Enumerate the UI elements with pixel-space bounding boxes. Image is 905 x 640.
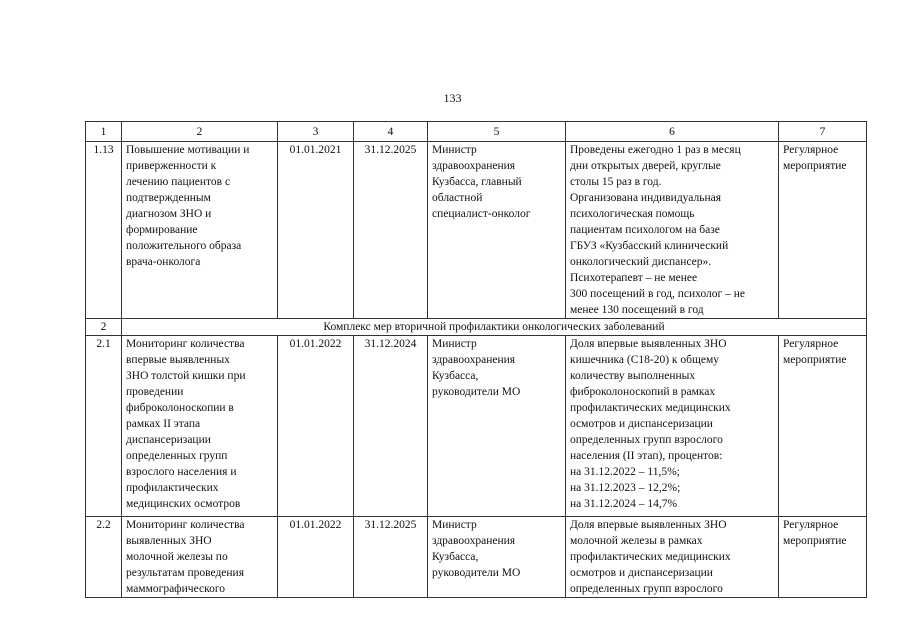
section-title: Комплекс мер вторичной профилактики онкологических заболеваний [122,319,867,336]
section-row [86,319,867,336]
cell-line: Министр [432,144,477,156]
cell-line: проведении [126,386,184,398]
section-number: 2 [86,319,122,336]
cell-line: на 31.12.2022 – 11,5%; [570,466,680,478]
cell-line: профилактических медицинских [570,402,731,414]
header-cell: 3 [278,122,354,142]
cell-line: на 31.12.2023 – 12,2%; [570,482,681,494]
cell-line: здравоохранения [432,354,516,366]
start-date: 01.01.2022 [278,336,354,517]
cell-line: Кузбасса, [432,551,479,563]
cell-line: Психотерапевт – не менее [570,272,698,284]
cell-line: диагнозом ЗНО и [126,208,212,220]
cell-line: подтвержденным [126,192,211,204]
measure-cell [122,336,278,517]
cell-line: Регулярное [783,144,839,156]
end-date: 31.12.2025 [354,517,428,598]
cell-line: столы 15 раз в год. [570,176,662,188]
responsible-cell [428,517,566,598]
cell-line: Кузбасса, [432,370,479,382]
cell-line: специалист-онколог [432,208,531,220]
cell-line: Министр [432,519,477,531]
cell-line: кишечника (С18-20) к общему [570,354,719,366]
cell-line: Регулярное [783,338,839,350]
header-cell: 7 [779,122,867,142]
end-date: 31.12.2025 [354,142,428,319]
cell-line: количеству выполненных [570,370,696,382]
cell-line: пациентам психологом на базе [570,224,720,236]
cell-line: психологическая помощь [570,208,695,220]
cell-line: населения (II этап), процентов: [570,450,723,462]
cell-line: определенных групп взрослого [570,583,723,595]
plan-table [85,121,867,598]
cell-line: впервые выявленных [126,354,230,366]
cell-line: диспансеризации [126,434,211,446]
row-number: 2.2 [86,517,122,598]
cell-line: фиброколоноскопий в рамках [570,386,716,398]
cell-line: ЗНО толстой кишки при [126,370,246,382]
cell-line: формирование [126,224,198,236]
row-number: 1.13 [86,142,122,319]
cell-line: молочной железы по [126,551,228,563]
header-cell: 1 [86,122,122,142]
cell-line: дни открытых дверей, круглые [570,160,721,172]
cell-line: Доля впервые выявленных ЗНО [570,338,727,350]
header-cell: 5 [428,122,566,142]
start-date: 01.01.2021 [278,142,354,319]
table-row [86,517,867,598]
cell-line: Кузбасса, главный [432,176,522,188]
cell-line: маммографического [126,583,225,595]
cell-line: Министр [432,338,477,350]
header-cell: 4 [354,122,428,142]
start-date: 01.01.2022 [278,517,354,598]
result-cell [566,142,779,319]
end-date: 31.12.2024 [354,336,428,517]
cell-line: фиброколоноскопии в [126,402,234,414]
cell-line: Организована индивидуальная [570,192,722,204]
cell-line: лечению пациентов с [126,176,231,188]
result-cell [566,336,779,517]
cell-line: выявленных ЗНО [126,535,212,547]
cell-line: областной [432,192,483,204]
responsible-cell [428,336,566,517]
cell-line: взрослого населения и [126,466,237,478]
cell-line: результатам проведения [126,567,245,579]
cell-line: здравоохранения [432,160,516,172]
table-row [86,142,867,319]
cell-line: профилактических медицинских [570,551,731,563]
cell-line: молочной железы в рамках [570,535,703,547]
cell-line: Мониторинг количества [126,338,245,350]
page-number: 133 [443,91,462,105]
cell-line: 300 посещений в год, психолог – не [570,288,746,300]
cell-line: руководители МО [432,386,521,398]
cell-line: медицинских осмотров [126,498,241,510]
cell-line: на 31.12.2024 – 14,7% [570,498,678,510]
cell-line: Доля впервые выявленных ЗНО [570,519,727,531]
cell-line: Регулярное [783,519,839,531]
type-cell [779,336,867,517]
cell-line: Проведены ежегодно 1 раз в месяц [570,144,741,156]
cell-line: Мониторинг количества [126,519,245,531]
header-cell: 6 [566,122,779,142]
cell-line: Повышение мотивации и [126,144,250,156]
cell-line: осмотров и диспансеризации [570,567,713,579]
responsible-cell [428,142,566,319]
cell-line: здравоохранения [432,535,516,547]
cell-line: приверженности к [126,160,217,172]
cell-line: определенных групп [126,450,228,462]
type-cell [779,142,867,319]
header-cell: 2 [122,122,278,142]
cell-line: осмотров и диспансеризации [570,418,713,430]
header-row [86,122,867,142]
row-number: 2.1 [86,336,122,517]
cell-line: ГБУЗ «Кузбасский клинический [570,240,729,252]
cell-line: определенных групп взрослого [570,434,723,446]
cell-line: руководители МО [432,567,521,579]
cell-line: менее 130 посещений в год [570,304,704,316]
result-cell [566,517,779,598]
cell-line: онкологический диспансер». [570,256,712,268]
cell-line: мероприятие [783,535,847,547]
table-row [86,336,867,517]
cell-line: мероприятие [783,354,847,366]
measure-cell [122,142,278,319]
measure-cell [122,517,278,598]
cell-line: профилактических [126,482,219,494]
cell-line: рамках II этапа [126,418,201,430]
cell-line: врача-онколога [126,256,201,268]
cell-line: положительного образа [126,240,242,252]
cell-line: мероприятие [783,160,847,172]
type-cell [779,517,867,598]
